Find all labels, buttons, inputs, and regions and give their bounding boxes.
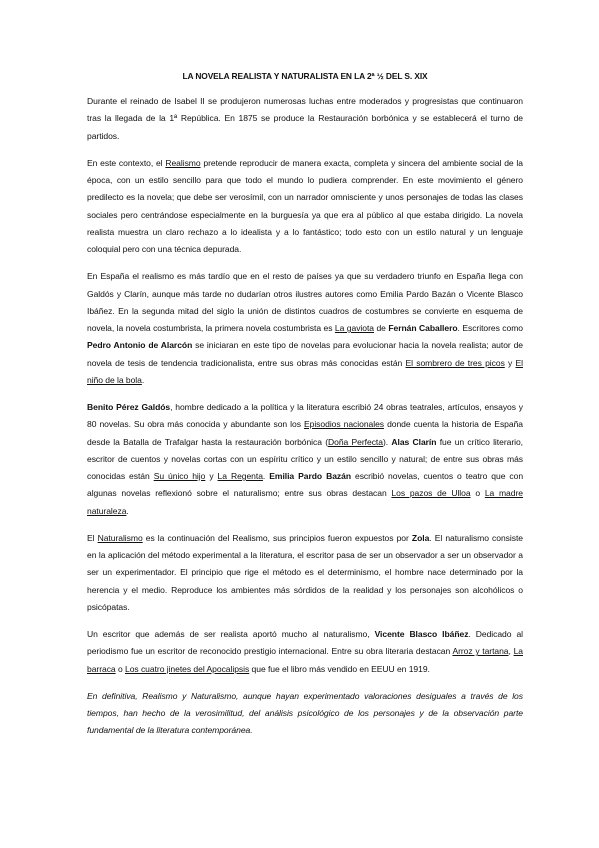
text-run: y	[205, 471, 218, 481]
text-run: que fue el libro más vendido en EEUU en 1919.	[249, 663, 430, 674]
text-run: de	[374, 323, 389, 333]
underlined-title: La madre naturaleza	[87, 488, 523, 516]
text-run: ).	[382, 436, 392, 447]
underlined-title: Realismo	[165, 157, 201, 168]
underlined-title: Los cuatro jinetes del Apocalipsis	[125, 663, 250, 674]
underlined-title: El sombrero de tres picos	[405, 357, 505, 368]
text-run: .	[262, 471, 270, 481]
body-paragraph	[87, 155, 523, 259]
text-run: se iniciaran en este tipo de novelas para evolucionar hacia la novela realista; autor de novela de tesis de tendencia tradicionalista, entre sus obras más conocidas están	[87, 340, 523, 368]
body-paragraph	[87, 268, 523, 389]
text-run: es la continuación del Realismo, sus principios fueron expuestos por	[142, 532, 412, 543]
conclusion-paragraph: En definitiva, Realismo y Naturalismo, aunque hayan experimentado valoraciones desiguales a través de los tiempos, han hecho de la verosimilitud, del análisis psicológico de los personajes y de la observación parte fundamental de la literatura contemporánea.	[87, 690, 523, 736]
text-run: y	[504, 357, 516, 368]
text-run: , hombre dedicado a la política y la literatura escribió 24 obras teatrales, artículos, ensayos y 80 novelas. Su obra más conocida y abundante son los	[87, 402, 523, 430]
body-paragraph	[87, 626, 523, 678]
bold-name: Vicente Blasco Ibáñez	[374, 629, 469, 639]
underlined-title: La Regenta	[217, 471, 263, 481]
underlined-title: La gaviota	[334, 323, 374, 333]
underlined-title: La barraca	[87, 646, 523, 674]
text-run: En España el realismo es más tardío que en el resto de países ya que su verdadero triunfo en España llega con Galdós y Clarín, aunque más tarde no dudarían otros ilustres autores como Emilia Pardo Bazán o Vicente Blasco Ibáñez. En la segunda mitad del siglo la unión de distintos cuadros de costumbres se convierte en esquema de novela, la novela costumbrista, la primera novela costumbrista es	[87, 271, 523, 333]
text-run: .	[126, 505, 129, 516]
bold-name: Zola	[411, 532, 430, 543]
bold-name: Benito Pérez Galdós	[87, 402, 171, 412]
bold-name: Fernán Caballero	[388, 323, 458, 333]
underlined-title: Naturalismo	[97, 532, 143, 543]
text-run: escribió novelas, cuentos o teatro que con algunas novelas reflexionó sobre el naturalismo; entre sus obras destacan	[87, 471, 524, 499]
underlined-title: Los pazos de Ulloa	[391, 488, 471, 499]
underlined-title: Su único hijo	[153, 471, 206, 481]
text-run: donde cuenta la historia de España desde la Batalla de Trafalgar hasta la restauración borbónica (	[87, 419, 523, 447]
body-paragraph	[87, 399, 523, 520]
text-run: En este contexto, el	[87, 157, 166, 168]
text-run: ,	[508, 646, 514, 657]
text-run: o	[115, 663, 125, 674]
body-paragraph	[87, 530, 523, 616]
underlined-title: Episodios nacionales	[303, 419, 385, 430]
bold-name: Alas Clarín	[391, 436, 437, 447]
underlined-title: Arroz y tartana	[452, 646, 509, 657]
bold-name: Emilia Pardo Bazán	[269, 471, 352, 481]
text-run: o	[470, 488, 485, 499]
text-run: Durante el reinado de Isabel II se produjeron numerosas luchas entre moderados y progresistas que continuaron tras la llegada de la 1ª República. En 1875 se produce la Restauración borbónica y se establecerá el turno de partidos.	[87, 96, 523, 141]
bold-name: Pedro Antonio de Alarcón	[87, 340, 193, 351]
body-paragraph	[87, 93, 523, 145]
document-title: LA NOVELA REALISTA Y NATURALISTA EN LA 2ª ½ DEL S. XIX	[182, 71, 428, 81]
text-run: pretende reproducir de manera exacta, completa y sincera del ambiente social de la época, con un estilo sencillo para que todo el mundo lo pudiera comprender. En este movimiento el género predilecto es la novela; que debe ser verosímil, con un narrador omnisciente y unos personajes de todas las clases sociales pero centrándose especialmente en la burguesía ya que era al público al que estaba dirigido. La novela realista muestra un claro rechazo a lo idealista y a lo fantástico; todo esto con un estilo natural y un lenguaje coloquial pero con una técnica depurada.	[87, 157, 523, 254]
text-run: . El naturalismo consiste en la aplicación del método experimental a la literatura, el escritor pasa de ser un observador a ser un observador a ser un experimentador. El principio que rige el método es el determinismo, el hombre nace determinado por la herencia y el medio. Reproduce los ambientes más sórdidos de la realidad y los personajes son alcohólicos o psicópatas.	[87, 532, 523, 612]
text-run: fue un crítico literario, escritor de cuentos y novelas cortas con un espíritu crítico y un estilo sencillo y natural; de entre sus obras más conocidas están	[87, 436, 523, 481]
underlined-title: Doña Perfecta	[328, 436, 383, 447]
text-run: El	[87, 532, 98, 543]
text-run: .	[141, 374, 145, 385]
text-run: Un escritor que además de ser realista aportó mucho al naturalismo,	[87, 629, 375, 639]
text-run: . Escritores como	[457, 323, 523, 333]
document-body	[87, 93, 523, 678]
underlined-title: El niño de la bola	[87, 357, 523, 385]
text-run: . Dedicado al periodismo fue un escritor de reconocido prestigio internacional. Entre su obra literaria destacan	[87, 629, 523, 657]
